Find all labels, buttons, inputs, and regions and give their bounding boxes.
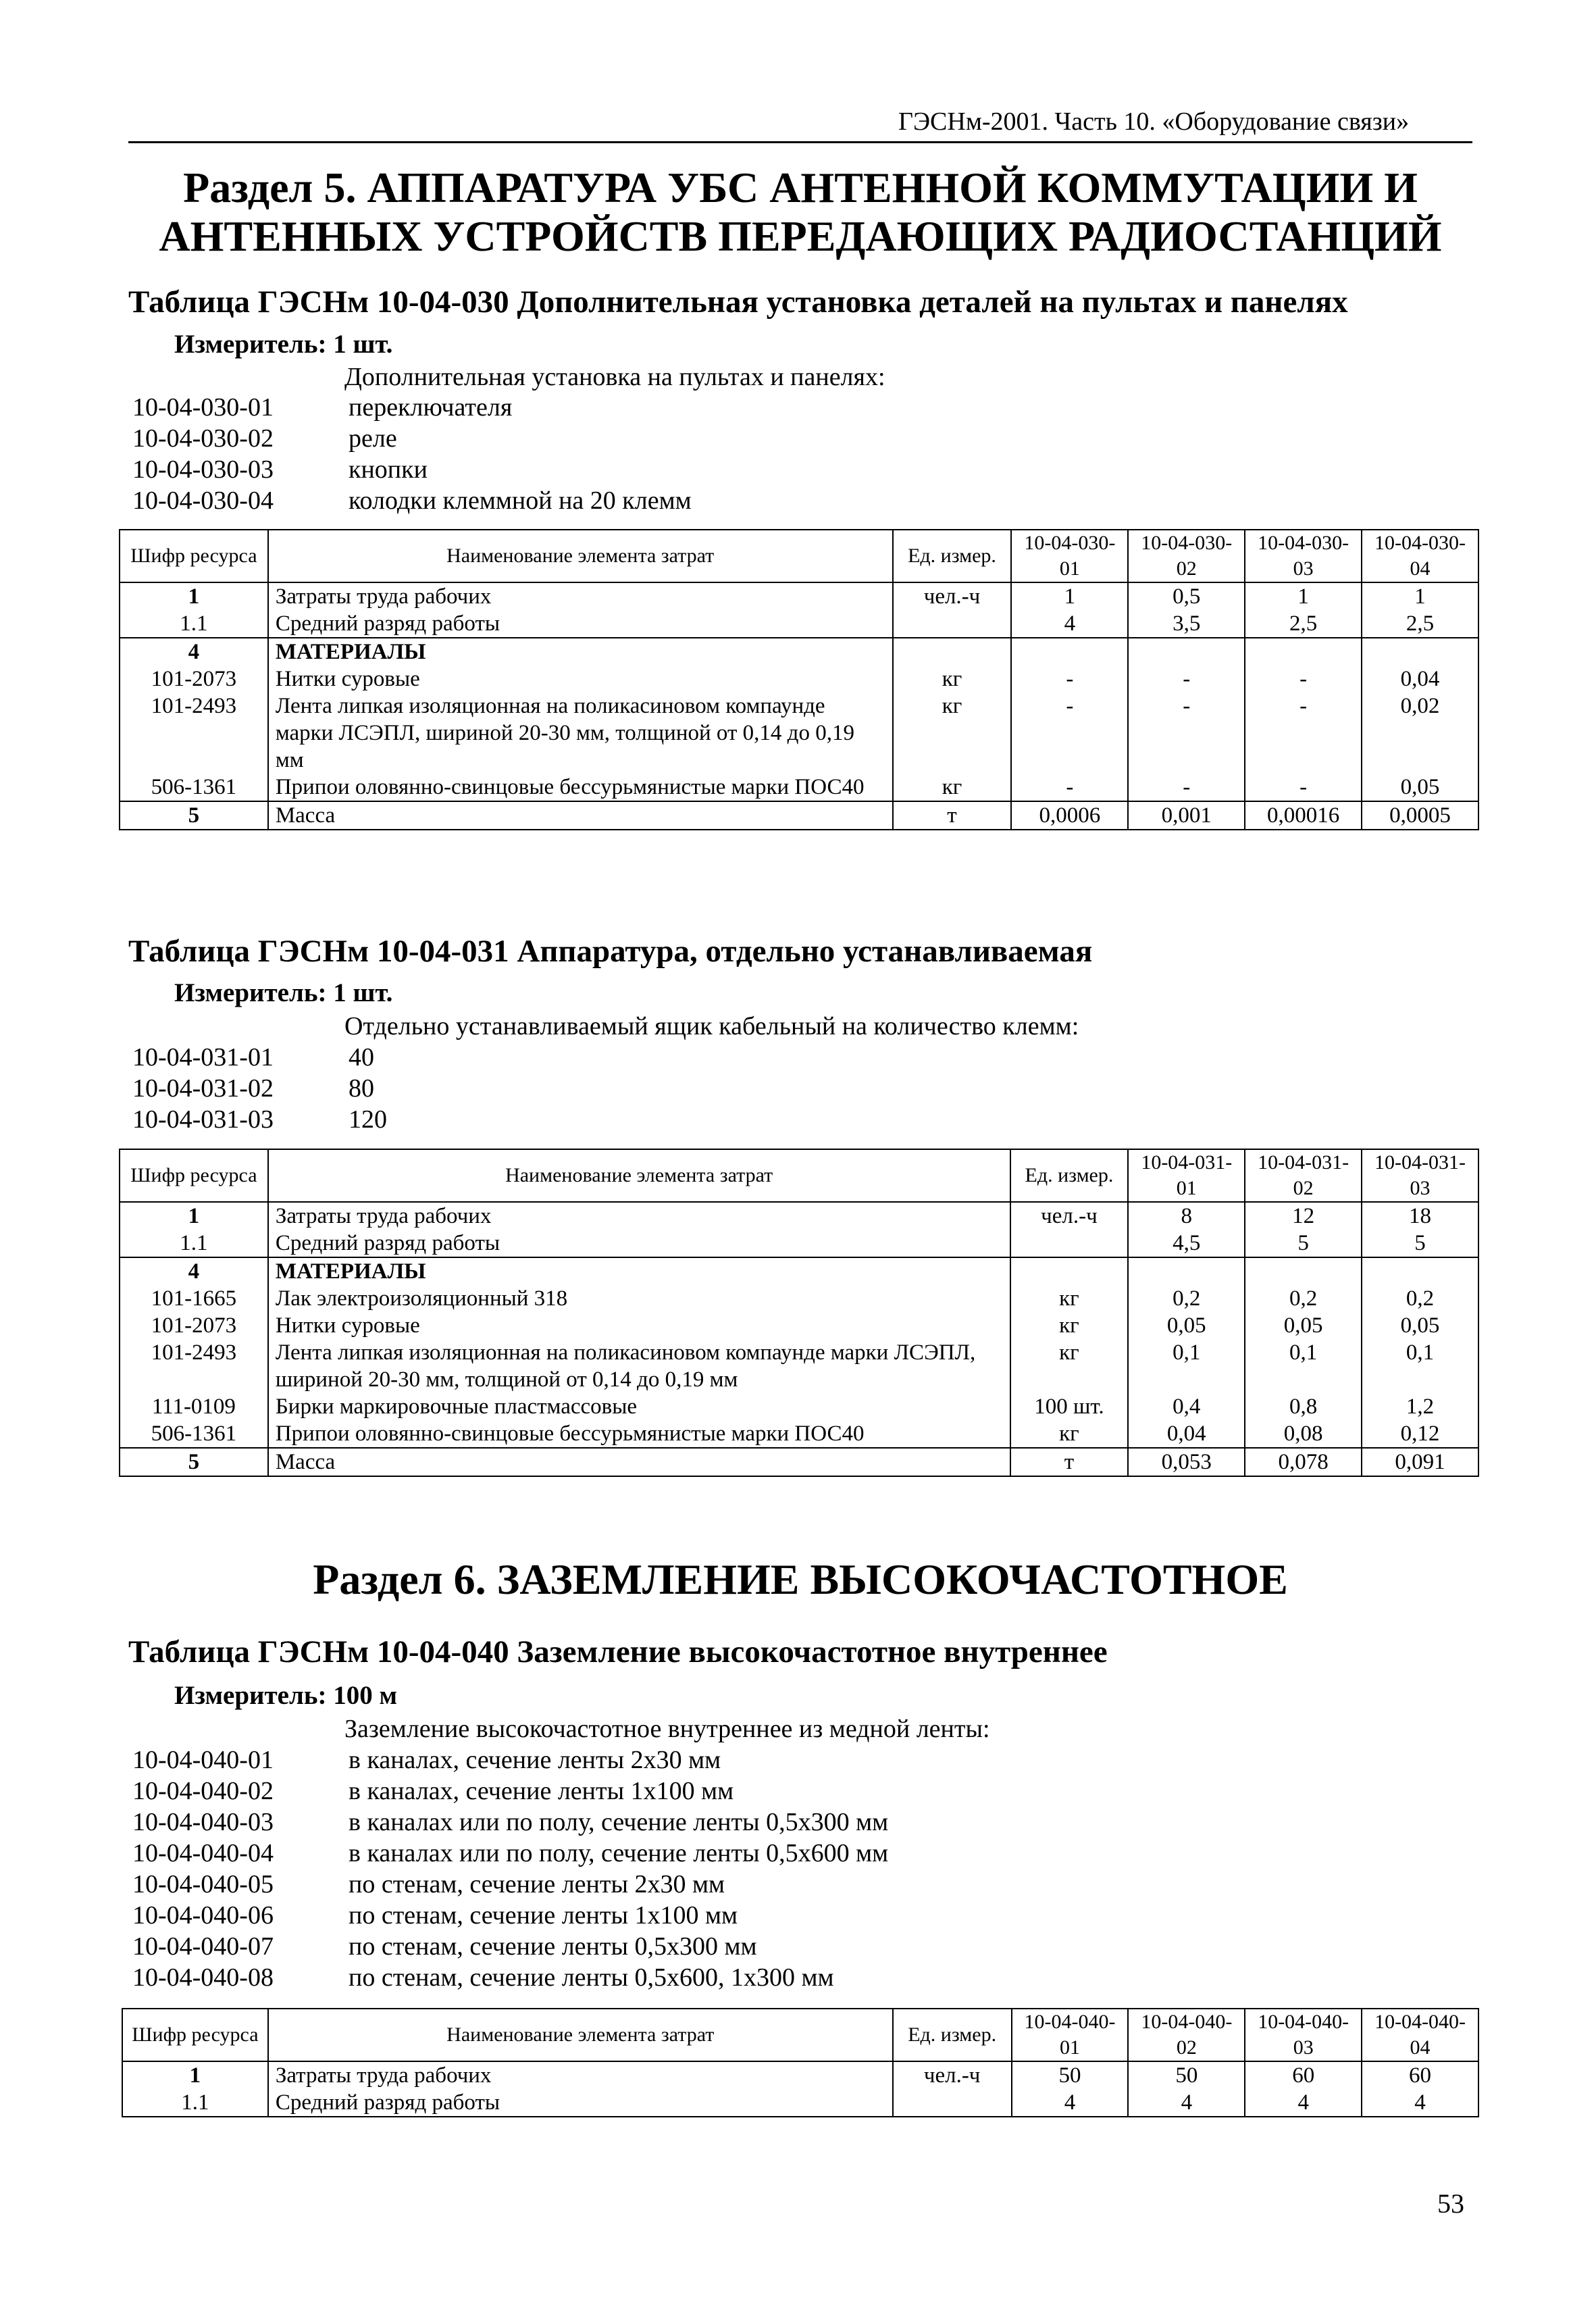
cell-value: 0,08 — [1245, 1420, 1362, 1448]
cell-value: 0,001 — [1128, 801, 1245, 830]
item-desc: в каналах, сечение ленты 1х100 мм — [349, 1777, 734, 1805]
running-header: ГЭСНм-2001. Часть 10. «Оборудование связи» — [898, 107, 1410, 136]
cell-value: 0,04 — [1128, 1420, 1245, 1448]
cell-value: 0,1 — [1362, 1339, 1478, 1393]
cell-value: 4,5 — [1128, 1230, 1245, 1257]
header-col: 10-04-040-04 — [1362, 2009, 1478, 2061]
cell-code: 506-1361 — [120, 774, 268, 801]
cell-value: 0,5 — [1128, 582, 1245, 610]
t030-title: Таблица ГЭСНм 10-04-030 Дополнительная установка деталей на пультах и панелях — [128, 284, 1348, 320]
table-header — [120, 1149, 1478, 1202]
cell-value: 50 — [1012, 2061, 1129, 2089]
section5-title-line1: Раздел 5. АППАРАТУРА УБС АНТЕННОЙ КОММУТАЦИИ И — [183, 164, 1418, 211]
table-row — [122, 2089, 1478, 2117]
cell-value: 1 — [1362, 582, 1478, 610]
cell-code: 101-2073 — [120, 1312, 268, 1339]
cell-value: 60 — [1362, 2061, 1478, 2089]
cell-value: 0,1 — [1128, 1339, 1245, 1393]
item-desc: в каналах, сечение ленты 2х30 мм — [349, 1746, 721, 1774]
cell-unit: чел.-ч — [893, 2061, 1012, 2089]
cell-name: Затраты труда рабочих — [268, 2061, 893, 2089]
header-col: 10-04-031-02 — [1245, 1149, 1362, 1202]
cell-value: 0,2 — [1245, 1285, 1362, 1312]
cell-name: Нитки суровые — [268, 665, 893, 693]
header-col: 10-04-031-01 — [1128, 1149, 1245, 1202]
cell-value: 50 — [1128, 2061, 1245, 2089]
cell-name: Лента липкая изоляционная на поликасиновом компаунде марки ЛСЭПЛ, шириной 20-30 мм, толщиной от 0,14 до 0,19 мм — [268, 693, 893, 774]
cell-value: 18 — [1362, 1202, 1478, 1230]
item-code: 10-04-030-02 — [132, 424, 274, 453]
item-desc: по стенам, сечение ленты 0,5х600, 1х300 мм — [349, 1963, 834, 1992]
cell-value: 0,05 — [1245, 1312, 1362, 1339]
cell-name: Масса — [268, 1448, 1010, 1476]
cell-value — [1011, 638, 1128, 665]
cell-value: - — [1245, 665, 1362, 693]
item-desc: в каналах или по полу, сечение ленты 0,5х600 мм — [349, 1839, 889, 1867]
section5-title-line2: АНТЕННЫХ УСТРОЙСТВ ПЕРЕДАЮЩИХ РАДИОСТАНЦИЙ — [159, 212, 1442, 260]
item-code: 10-04-040-07 — [132, 1932, 274, 1961]
cell-value: 0,1 — [1245, 1339, 1362, 1393]
cell-name: Затраты труда рабочих — [268, 582, 893, 610]
cell-value — [1362, 638, 1478, 665]
t040-title: Таблица ГЭСНм 10-04-040 Заземление высокочастотное внутреннее — [128, 1634, 1108, 1669]
header-col: 10-04-030-03 — [1245, 530, 1362, 582]
cell-value: 4 — [1128, 2089, 1245, 2117]
cell-value — [1245, 1257, 1362, 1285]
table-row — [120, 1257, 1478, 1285]
item-code: 10-04-030-04 — [132, 486, 274, 515]
cell-name: Средний разряд работы — [268, 610, 893, 638]
item-code: 10-04-040-02 — [132, 1777, 274, 1805]
cell-code: 1 — [120, 582, 268, 610]
section6-title: Раздел 6. ЗАЗЕМЛЕНИЕ ВЫСОКОЧАСТОТНОЕ — [313, 1555, 1288, 1603]
cell-value: 0,04 — [1362, 665, 1478, 693]
table-row — [120, 1420, 1478, 1448]
cell-code: 506-1361 — [120, 1420, 268, 1448]
cell-value: 0,2 — [1362, 1285, 1478, 1312]
cell-value: 0,00016 — [1245, 801, 1362, 830]
cell-unit: чел.-ч — [1010, 1202, 1129, 1230]
item-desc: колодки клеммной на 20 клемм — [349, 486, 692, 515]
item-desc: по стенам, сечение ленты 1х100 мм — [349, 1901, 738, 1930]
cell-value: 0,8 — [1245, 1393, 1362, 1420]
cell-unit: кг — [893, 665, 1012, 693]
cell-value: 5 — [1245, 1230, 1362, 1257]
t030-table — [119, 529, 1479, 830]
header-col: 10-04-031-03 — [1362, 1149, 1478, 1202]
t031-table — [119, 1149, 1479, 1477]
item-code: 10-04-030-03 — [132, 455, 274, 484]
table-row — [122, 2061, 1478, 2089]
cell-unit: кг — [1010, 1285, 1129, 1312]
header-unit: Ед. измер. — [893, 530, 1012, 582]
table-row — [120, 1285, 1478, 1312]
page-number: 53 — [1437, 2188, 1464, 2219]
cell-unit: кг — [893, 774, 1012, 801]
header-rule — [128, 141, 1472, 143]
cell-value: - — [1011, 774, 1128, 801]
item-code: 10-04-040-01 — [132, 1746, 274, 1774]
cell-value: - — [1128, 693, 1245, 774]
table-row — [120, 1393, 1478, 1420]
cell-value: 3,5 — [1128, 610, 1245, 638]
t040-table — [122, 2008, 1479, 2117]
t031-title: Таблица ГЭСНм 10-04-031 Аппаратура, отдельно устанавливаемая — [128, 934, 1093, 969]
item-desc: по стенам, сечение ленты 0,5х300 мм — [349, 1932, 757, 1961]
cell-value: 0,0006 — [1011, 801, 1128, 830]
table-row — [120, 665, 1478, 693]
table-row — [120, 1448, 1478, 1476]
cell-value: 5 — [1362, 1230, 1478, 1257]
cell-value: 0,0005 — [1362, 801, 1478, 830]
cell-name: Нитки суровые — [268, 1312, 1010, 1339]
header-col: 10-04-030-02 — [1128, 530, 1245, 582]
cell-name: МАТЕРИАЛЫ — [268, 638, 893, 665]
cell-value: 60 — [1245, 2061, 1362, 2089]
item-code: 10-04-031-03 — [132, 1105, 274, 1134]
table-row — [120, 774, 1478, 801]
cell-name: Средний разряд работы — [268, 2089, 893, 2117]
item-desc: в каналах или по полу, сечение ленты 0,5х300 мм — [349, 1808, 889, 1836]
cell-value: 0,091 — [1362, 1448, 1478, 1476]
t031-meter: Измеритель: 1 шт. — [174, 978, 393, 1007]
table-row — [120, 1230, 1478, 1257]
cell-unit — [1010, 1257, 1129, 1285]
header-col: 10-04-040-01 — [1012, 2009, 1129, 2061]
item-code: 10-04-031-01 — [132, 1043, 274, 1072]
cell-code: 5 — [120, 801, 268, 830]
t040-meter: Измеритель: 100 м — [174, 1681, 398, 1710]
table-row — [120, 1202, 1478, 1230]
table-row — [120, 801, 1478, 830]
table-row — [120, 610, 1478, 638]
item-desc: 80 — [349, 1074, 374, 1103]
t030-caption: Дополнительная установка на пультах и панелях: — [344, 363, 885, 391]
header-col: 10-04-030-04 — [1362, 530, 1478, 582]
cell-value: 1 — [1011, 582, 1128, 610]
cell-value: 2,5 — [1362, 610, 1478, 638]
cell-code: 1 — [122, 2061, 268, 2089]
cell-code: 101-1665 — [120, 1285, 268, 1312]
cell-code: 1.1 — [122, 2089, 268, 2117]
cell-value: 0,05 — [1128, 1312, 1245, 1339]
table-header — [122, 2009, 1478, 2061]
cell-code: 101-2073 — [120, 665, 268, 693]
cell-unit — [893, 610, 1012, 638]
cell-name: МАТЕРИАЛЫ — [268, 1257, 1010, 1285]
cell-value: - — [1011, 693, 1128, 774]
t030-meter: Измеритель: 1 шт. — [174, 330, 393, 359]
cell-value — [1128, 1257, 1245, 1285]
cell-value — [1245, 638, 1362, 665]
cell-code: 101-2493 — [120, 1339, 268, 1393]
cell-value: 1,2 — [1362, 1393, 1478, 1420]
table-row — [120, 1312, 1478, 1339]
cell-code: 1.1 — [120, 610, 268, 638]
cell-value: 1 — [1245, 582, 1362, 610]
table-header — [120, 530, 1478, 582]
header-name: Наименование элемента затрат — [268, 1149, 1010, 1202]
cell-code: 4 — [120, 1257, 268, 1285]
table-row — [120, 1339, 1478, 1393]
cell-value: 8 — [1128, 1202, 1245, 1230]
cell-value: 0,02 — [1362, 693, 1478, 774]
cell-code: 1.1 — [120, 1230, 268, 1257]
cell-value: - — [1011, 665, 1128, 693]
item-code: 10-04-040-06 — [132, 1901, 274, 1930]
header-code: Шифр ресурса — [122, 2009, 268, 2061]
cell-value: 4 — [1011, 610, 1128, 638]
cell-code: 1 — [120, 1202, 268, 1230]
cell-unit — [1010, 1230, 1129, 1257]
cell-name: Масса — [268, 801, 893, 830]
cell-unit: т — [1010, 1448, 1129, 1476]
cell-code: 111-0109 — [120, 1393, 268, 1420]
cell-unit: т — [893, 801, 1012, 830]
item-code: 10-04-030-01 — [132, 393, 274, 422]
cell-unit: кг — [1010, 1420, 1129, 1448]
cell-value: - — [1245, 774, 1362, 801]
cell-unit: кг — [1010, 1312, 1129, 1339]
header-name: Наименование элемента затрат — [268, 530, 893, 582]
header-code: Шифр ресурса — [120, 1149, 268, 1202]
cell-unit — [893, 2089, 1012, 2117]
item-code: 10-04-040-05 — [132, 1870, 274, 1898]
cell-value: - — [1245, 693, 1362, 774]
cell-value: 2,5 — [1245, 610, 1362, 638]
item-desc: переключателя — [349, 393, 513, 422]
item-desc: кнопки — [349, 455, 428, 484]
item-code: 10-04-040-04 — [132, 1839, 274, 1867]
cell-value — [1362, 1257, 1478, 1285]
cell-unit: кг — [1010, 1339, 1129, 1393]
t031-caption: Отдельно устанавливаемый ящик кабельный на количество клемм: — [344, 1012, 1079, 1040]
item-code: 10-04-040-08 — [132, 1963, 274, 1992]
t040-caption: Заземление высокочастотное внутреннее из медной ленты: — [344, 1715, 990, 1743]
cell-value: 0,078 — [1245, 1448, 1362, 1476]
header-col: 10-04-040-03 — [1245, 2009, 1362, 2061]
cell-value: 0,05 — [1362, 774, 1478, 801]
cell-value: 0,053 — [1128, 1448, 1245, 1476]
cell-name: Припои оловянно-свинцовые бессурьмянистые марки ПОС40 — [268, 1420, 1010, 1448]
cell-unit: 100 шт. — [1010, 1393, 1129, 1420]
item-desc: по стенам, сечение ленты 2х30 мм — [349, 1870, 725, 1898]
table-row — [120, 582, 1478, 610]
cell-value: 0,12 — [1362, 1420, 1478, 1448]
cell-value: 0,05 — [1362, 1312, 1478, 1339]
cell-value: 0,2 — [1128, 1285, 1245, 1312]
cell-value: - — [1128, 774, 1245, 801]
cell-unit: кг — [893, 693, 1012, 774]
header-name: Наименование элемента затрат — [268, 2009, 893, 2061]
cell-name: Средний разряд работы — [268, 1230, 1010, 1257]
cell-value — [1128, 638, 1245, 665]
item-desc: 120 — [349, 1105, 387, 1134]
item-code: 10-04-031-02 — [132, 1074, 274, 1103]
header-unit: Ед. измер. — [1010, 1149, 1129, 1202]
header-unit: Ед. измер. — [893, 2009, 1012, 2061]
cell-name: Бирки маркировочные пластмассовые — [268, 1393, 1010, 1420]
cell-value: 4 — [1245, 2089, 1362, 2117]
cell-code: 101-2493 — [120, 693, 268, 774]
cell-code: 4 — [120, 638, 268, 665]
header-col: 10-04-040-02 — [1128, 2009, 1245, 2061]
cell-name: Лак электроизоляционный 318 — [268, 1285, 1010, 1312]
cell-unit — [893, 638, 1012, 665]
cell-unit: чел.-ч — [893, 582, 1012, 610]
table-row — [120, 638, 1478, 665]
header-col: 10-04-030-01 — [1011, 530, 1128, 582]
cell-value: 4 — [1362, 2089, 1478, 2117]
item-desc: 40 — [349, 1043, 374, 1072]
cell-code: 5 — [120, 1448, 268, 1476]
cell-name: Припои оловянно-свинцовые бессурьмянистые марки ПОС40 — [268, 774, 893, 801]
table-row — [120, 693, 1478, 774]
cell-value: 0,4 — [1128, 1393, 1245, 1420]
header-code: Шифр ресурса — [120, 530, 268, 582]
cell-value: - — [1128, 665, 1245, 693]
cell-name: Лента липкая изоляционная на поликасиновом компаунде марки ЛСЭПЛ, шириной 20-30 мм, толщиной от 0,14 до 0,19 мм — [268, 1339, 1010, 1393]
cell-name: Затраты труда рабочих — [268, 1202, 1010, 1230]
item-code: 10-04-040-03 — [132, 1808, 274, 1836]
cell-value: 4 — [1012, 2089, 1129, 2117]
cell-value: 12 — [1245, 1202, 1362, 1230]
item-desc: реле — [349, 424, 397, 453]
